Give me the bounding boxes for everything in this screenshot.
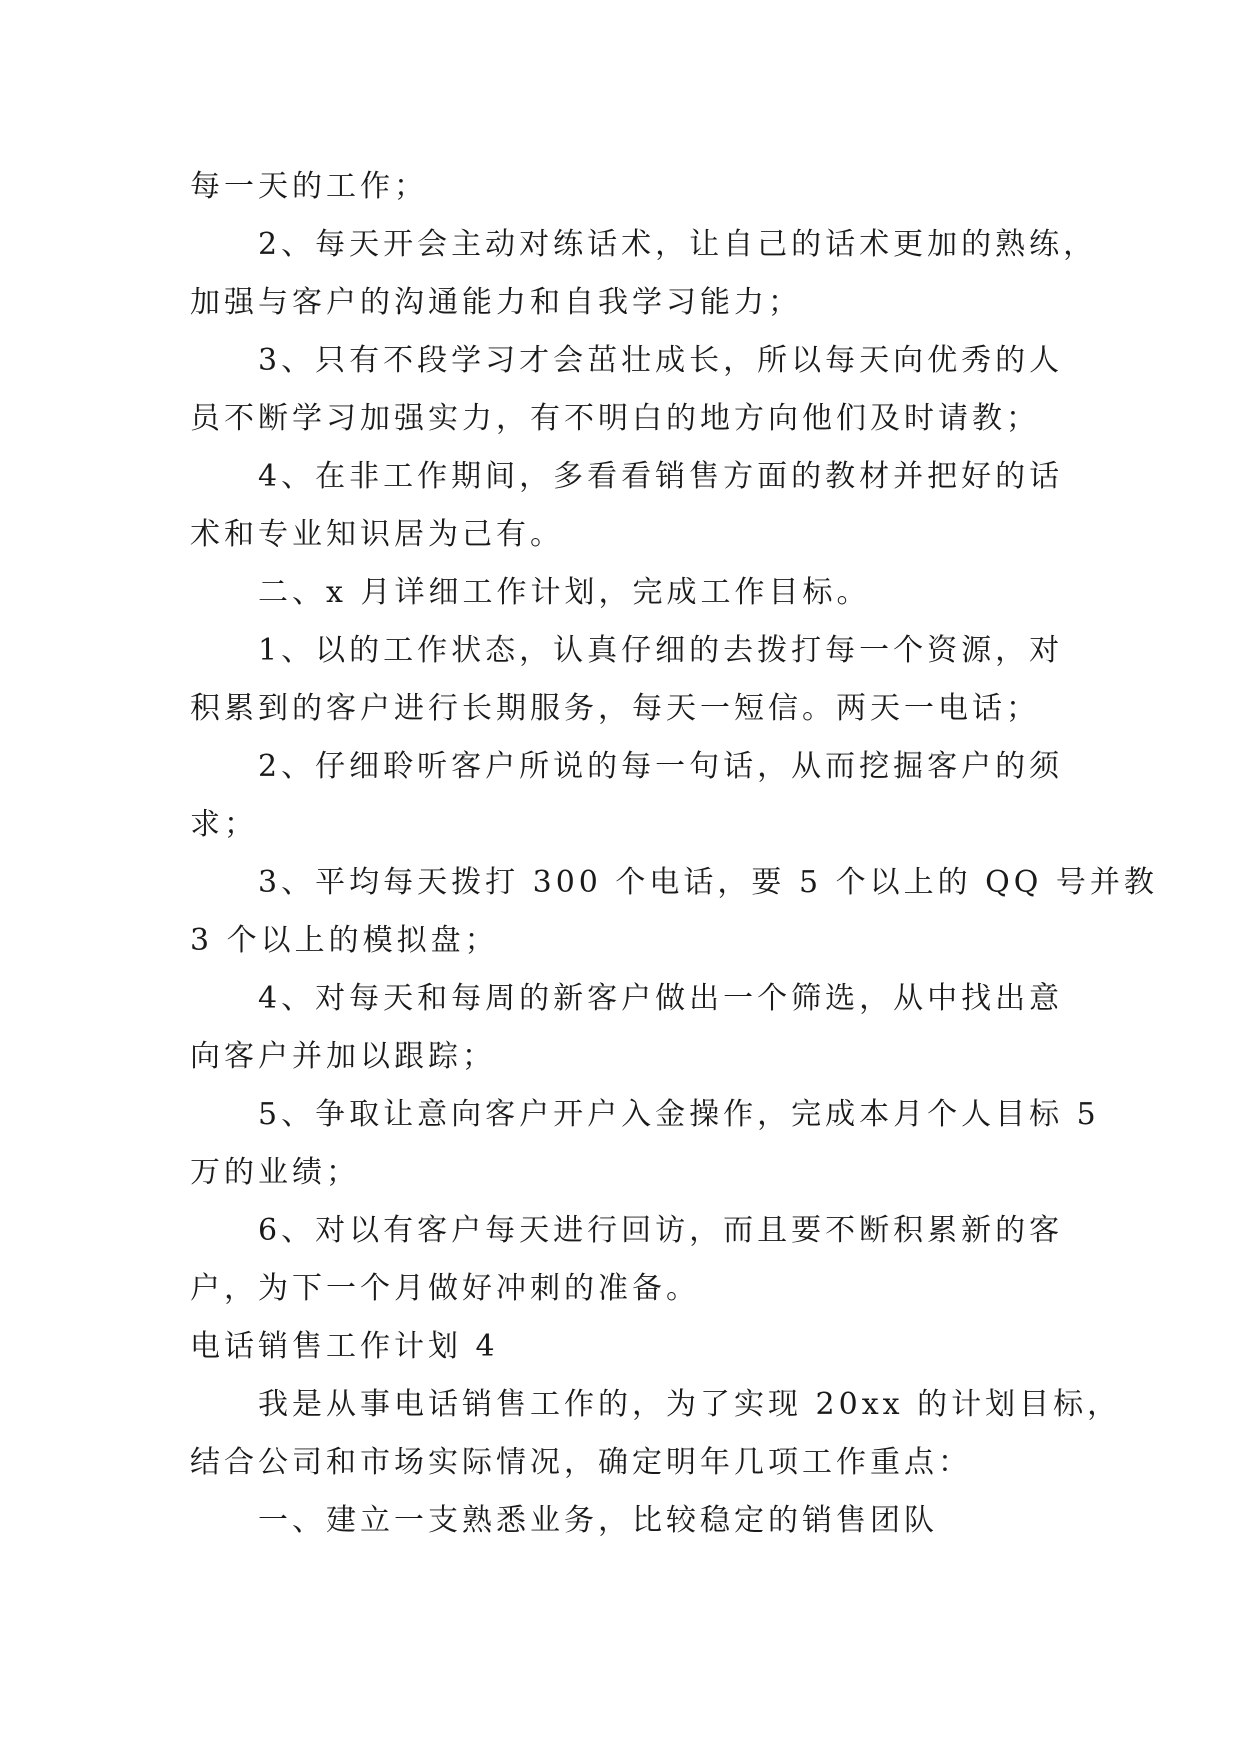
text-line: 向客户并加以跟踪；	[190, 1039, 496, 1074]
text-line: 4、对每天和每周的新客户做出一个筛选，从中找出意	[258, 981, 1064, 1016]
text-line: 3、只有不段学习才会茁壮成长，所以每天向优秀的人	[258, 343, 1064, 378]
text-line: 6、对以有客户每天进行回访，而且要不断积累新的客	[258, 1213, 1064, 1248]
text-line: 每一天的工作；	[190, 169, 428, 204]
text-line: 万的业绩；	[190, 1155, 360, 1190]
document-body	[190, 158, 1158, 1550]
text-line: 2、每天开会主动对练话术，让自己的话术更加的熟练，	[258, 227, 1098, 262]
text-line: 员不断学习加强实力，有不明白的地方向他们及时请教；	[190, 401, 1040, 436]
text-line: 户，为下一个月做好冲刺的准备。	[190, 1271, 700, 1306]
document-title: 电话销售工作计划 4	[190, 1329, 499, 1364]
text-line: 我是从事电话销售工作的，为了实现 20xx 的计划目标，	[258, 1387, 1122, 1422]
section-heading: 二、x 月详细工作计划，完成工作目标。	[258, 575, 871, 610]
text-line: 积累到的客户进行长期服务，每天一短信。两天一电话；	[190, 691, 1040, 726]
text-line: 3、平均每天拨打 300 个电话，要 5 个以上的 QQ 号并教	[258, 865, 1158, 900]
text-line: 求；	[190, 807, 258, 842]
text-line: 术和专业知识居为己有。	[190, 517, 564, 552]
section-heading: 一、建立一支熟悉业务，比较稳定的销售团队	[258, 1503, 938, 1538]
text-line: 1、以的工作状态，认真仔细的去拨打每一个资源，对	[258, 633, 1064, 668]
text-line: 2、仔细聆听客户所说的每一句话，从而挖掘客户的须	[258, 749, 1064, 784]
text-line: 3 个以上的模拟盘；	[190, 923, 499, 958]
text-line: 加强与客户的沟通能力和自我学习能力；	[190, 285, 802, 320]
text-line: 结合公司和市场实际情况，确定明年几项工作重点：	[190, 1445, 972, 1480]
text-line: 4、在非工作期间，多看看销售方面的教材并把好的话	[258, 459, 1064, 494]
text-line: 5、争取让意向客户开户入金操作，完成本月个人目标 5	[258, 1097, 1100, 1132]
